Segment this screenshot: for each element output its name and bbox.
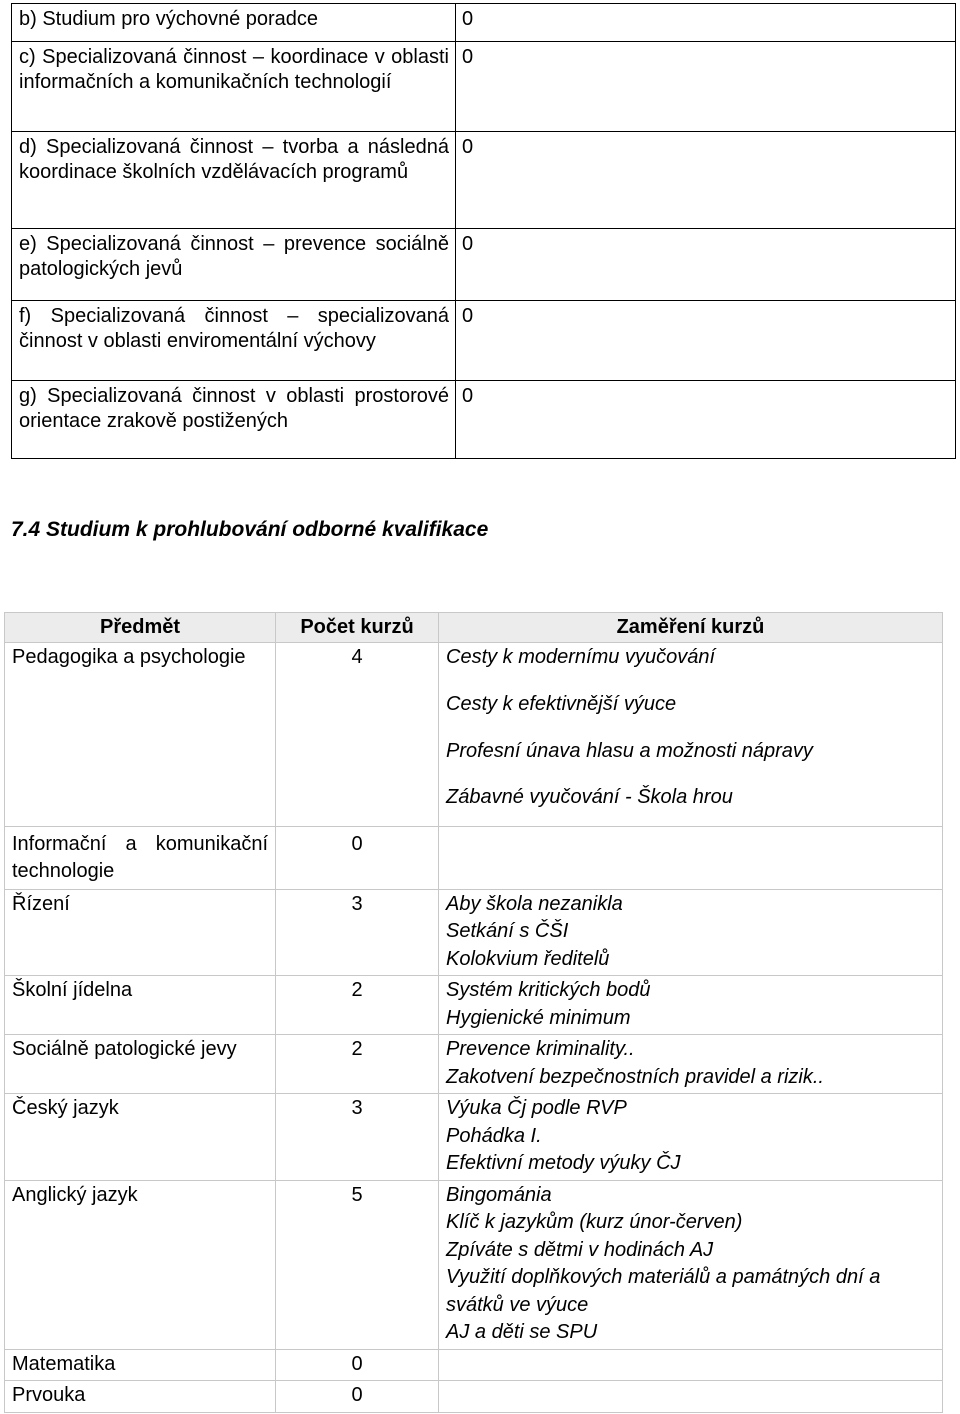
focus-item: Pohádka I. bbox=[446, 1124, 542, 1147]
focus-item: Cesty k efektivnější výuce bbox=[446, 692, 677, 715]
study-label: d) Specializovaná činnost – tvorba a následná koordinace školních vzdělávacích programů bbox=[12, 132, 456, 229]
study-table bbox=[11, 3, 956, 459]
course-focus bbox=[439, 889, 943, 976]
study-label: b) Studium pro výchovné poradce bbox=[12, 4, 456, 42]
course-focus bbox=[439, 1035, 943, 1094]
course-row bbox=[5, 1349, 943, 1381]
header-subject: Předmět bbox=[5, 613, 276, 643]
study-row bbox=[12, 132, 956, 229]
focus-item: Bingománia bbox=[446, 1183, 552, 1206]
course-count: 3 bbox=[276, 1094, 439, 1181]
study-row bbox=[12, 381, 956, 459]
focus-item: Využití doplňkových materiálů a památných dní a svátků ve výuce bbox=[446, 1266, 881, 1316]
study-label: g) Specializovaná činnost v oblasti prostorové orientace zrakově postižených bbox=[12, 381, 456, 459]
study-row bbox=[12, 4, 956, 42]
study-row bbox=[12, 301, 956, 381]
course-count: 0 bbox=[276, 1381, 439, 1413]
focus-item: Klíč k jazykům (kurz únor-červen) bbox=[446, 1211, 743, 1233]
course-count: 3 bbox=[276, 889, 439, 976]
course-count: 2 bbox=[276, 976, 439, 1035]
study-label: f) Specializovaná činnost – specializovaná činnost v oblasti enviromentální výchovy bbox=[12, 301, 456, 381]
course-focus bbox=[439, 1349, 943, 1381]
focus-item: Zpíváte s dětmi v hodinách AJ bbox=[446, 1238, 714, 1261]
course-row bbox=[5, 1180, 943, 1349]
focus-item: Výuka Čj podle RVP bbox=[446, 1097, 627, 1119]
course-subject: Řízení bbox=[5, 889, 276, 976]
course-row bbox=[5, 1094, 943, 1181]
focus-item: Efektivní metody výuky ČJ bbox=[446, 1152, 681, 1174]
course-subject: Matematika bbox=[5, 1349, 276, 1381]
course-focus bbox=[439, 1180, 943, 1349]
study-row bbox=[12, 229, 956, 301]
study-value: 0 bbox=[456, 381, 956, 459]
focus-item: Systém kritických bodů bbox=[446, 979, 651, 1001]
study-value: 0 bbox=[456, 42, 956, 132]
header-focus: Zaměření kurzů bbox=[439, 613, 943, 643]
course-subject: Informační a komunikační technologie bbox=[5, 826, 276, 889]
focus-item: AJ a děti se SPU bbox=[446, 1321, 598, 1343]
course-focus bbox=[439, 1094, 943, 1181]
course-count: 2 bbox=[276, 1035, 439, 1094]
course-focus bbox=[439, 1381, 943, 1413]
focus-item: Aby škola nezanikla bbox=[446, 892, 623, 915]
course-focus bbox=[439, 826, 943, 889]
course-row bbox=[5, 642, 943, 826]
study-row bbox=[12, 42, 956, 132]
focus-item: Hygienické minimum bbox=[446, 1006, 631, 1029]
study-label: e) Specializovaná činnost – prevence sociálně patologických jevů bbox=[12, 229, 456, 301]
focus-item: Zábavné vyučování - Škola hrou bbox=[446, 786, 733, 809]
course-row bbox=[5, 826, 943, 889]
course-focus bbox=[439, 976, 943, 1035]
course-count: 5 bbox=[276, 1180, 439, 1349]
study-value: 0 bbox=[456, 301, 956, 381]
study-value: 0 bbox=[456, 132, 956, 229]
focus-item: Zakotvení bezpečnostních pravidel a rizik.. bbox=[446, 1065, 824, 1088]
course-count: 4 bbox=[276, 642, 439, 826]
focus-item: Setkání s ČŠI bbox=[446, 920, 569, 942]
course-row bbox=[5, 889, 943, 976]
section-heading: 7.4 Studium k prohlubování odborné kvalifikace bbox=[11, 518, 489, 541]
course-subject: Školní jídelna bbox=[5, 976, 276, 1035]
course-row bbox=[5, 976, 943, 1035]
course-subject: Pedagogika a psychologie bbox=[5, 642, 276, 826]
courses-table bbox=[4, 612, 943, 1413]
study-value: 0 bbox=[456, 4, 956, 42]
course-row bbox=[5, 1035, 943, 1094]
focus-item: Prevence kriminality.. bbox=[446, 1038, 635, 1060]
study-label: c) Specializovaná činnost – koordinace v oblasti informačních a komunikačních technologií bbox=[12, 42, 456, 132]
course-count: 0 bbox=[276, 826, 439, 889]
focus-item: Kolokvium ředitelů bbox=[446, 947, 610, 970]
focus-item: Profesní únava hlasu a možnosti nápravy bbox=[446, 739, 813, 762]
course-focus bbox=[439, 642, 943, 826]
course-subject: Anglický jazyk bbox=[5, 1180, 276, 1349]
course-subject: Český jazyk bbox=[5, 1094, 276, 1181]
course-subject: Prvouka bbox=[5, 1381, 276, 1413]
course-subject: Sociálně patologické jevy bbox=[5, 1035, 276, 1094]
course-row bbox=[5, 1381, 943, 1413]
study-value: 0 bbox=[456, 229, 956, 301]
header-count: Počet kurzů bbox=[276, 613, 439, 643]
focus-item: Cesty k modernímu vyučování bbox=[446, 646, 715, 668]
course-count: 0 bbox=[276, 1349, 439, 1381]
